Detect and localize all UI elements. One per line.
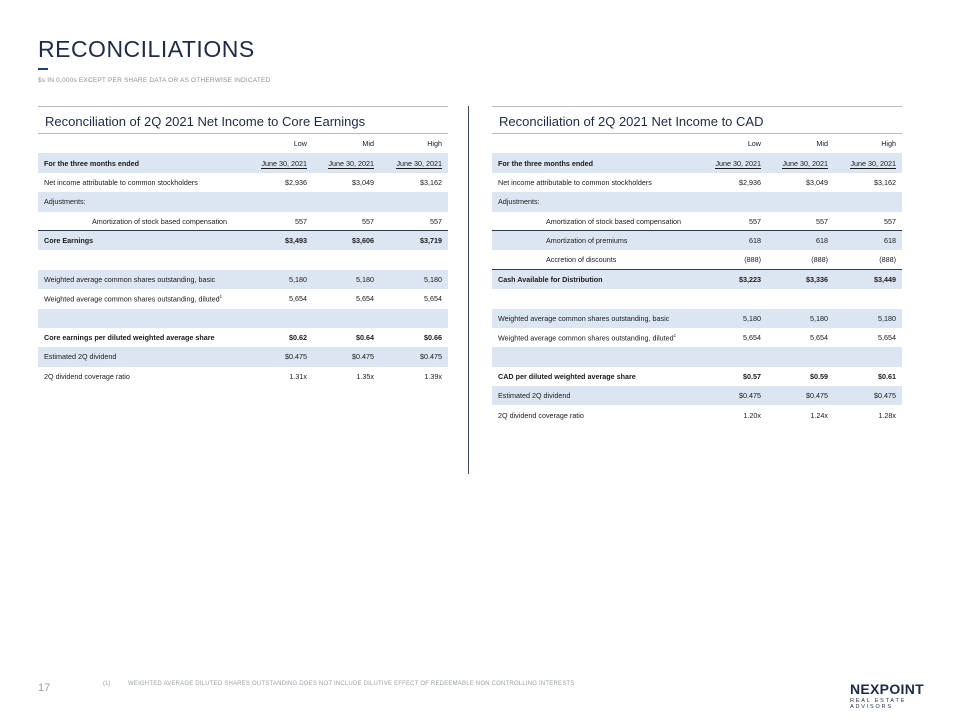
cell-value: 5,180 (246, 270, 313, 289)
logo-tagline: REAL ESTATE ADVISORS (850, 698, 907, 710)
cell-value: 1.24x (810, 410, 828, 420)
table-row (38, 328, 448, 347)
cell-value: (888) (767, 250, 834, 269)
cell-value: $3,606 (313, 231, 380, 250)
cell-value: 557 (246, 212, 313, 231)
cell-value: 1.20x (743, 410, 761, 420)
cell-value: June 30, 2021 (850, 158, 896, 168)
row-label: Net income attributable to common stockholders (498, 177, 652, 187)
table-row (492, 231, 902, 250)
core-earnings-title: Reconciliation of 2Q 2021 Net Income to Core Earnings (38, 106, 448, 134)
table-header-row (38, 134, 448, 153)
table-row (492, 386, 902, 405)
cell-value: 5,180 (767, 309, 834, 328)
cell-value: 5,654 (356, 294, 374, 304)
cell-value: $0.475 (834, 386, 902, 405)
row-label: For the three months ended (492, 153, 700, 172)
column-header-low: Low (747, 139, 761, 149)
footnote-text: WEIGHTED AVERAGE DILUTED SHARES OUTSTANDING DOES NOT INCLUDE DILUTIVE EFFECT OF REDEEMABLE NON CONTROLLING INTERESTS (128, 681, 575, 687)
cell-value: $2,936 (739, 177, 761, 187)
cell-value: $3,449 (834, 270, 902, 289)
cell-value: 5,654 (289, 294, 307, 304)
table-row (492, 309, 902, 328)
cell-value: $0.475 (767, 386, 834, 405)
core-earnings-table (38, 134, 448, 386)
cell-value: $3,719 (380, 231, 448, 250)
row-label: Accretion of discounts (492, 250, 700, 269)
table-row (492, 173, 902, 192)
cell-value: 5,654 (810, 333, 828, 343)
row-label: Net income attributable to common stockholders (44, 177, 198, 187)
cad-panel (492, 106, 902, 425)
column-header-high: High (427, 139, 442, 149)
row-label: Amortization of stock based compensation (492, 212, 700, 231)
cell-value: 1.39x (424, 371, 442, 381)
row-label: Estimated 2Q dividend (38, 347, 246, 366)
table-row (38, 212, 448, 231)
row-label: Weighted average common shares outstanding, diluted (498, 333, 674, 343)
page-number: 17 (38, 682, 51, 694)
table-row (38, 289, 448, 308)
table-row (492, 212, 902, 231)
row-label: 2Q dividend coverage ratio (498, 410, 584, 420)
row-label: Amortization of stock based compensation (38, 212, 246, 231)
cell-value: June 30, 2021 (782, 158, 828, 168)
row-label: Cash Available for Distribution (492, 270, 700, 289)
cell-value: 1.31x (289, 371, 307, 381)
cell-value: $3,223 (700, 270, 767, 289)
cad-title: Reconciliation of 2Q 2021 Net Income to CAD (492, 106, 902, 134)
column-header-high: High (881, 139, 896, 149)
row-label: CAD per diluted weighted average share (498, 371, 636, 381)
row-label: Weighted average common shares outstanding, basic (492, 309, 700, 328)
cell-value: $0.475 (380, 347, 448, 366)
cell-value: 5,654 (878, 333, 896, 343)
table-row (38, 173, 448, 192)
cell-value: $0.64 (356, 333, 374, 343)
vertical-divider (468, 106, 469, 474)
cell-value: 5,654 (743, 333, 761, 343)
row-label: Core Earnings (38, 231, 246, 250)
cell-value: 5,654 (424, 294, 442, 304)
title-accent-line (38, 68, 48, 70)
cell-value: 618 (700, 231, 767, 250)
table-header-row (492, 134, 902, 153)
table-row-spacer (38, 309, 448, 328)
cell-value: 5,180 (700, 309, 767, 328)
cell-value: June 30, 2021 (715, 158, 761, 168)
row-label: Adjustments: (492, 192, 700, 211)
cell-value: 1.28x (878, 410, 896, 420)
cell-value: $0.475 (313, 347, 380, 366)
page-title: RECONCILIATIONS (38, 36, 255, 62)
cell-value: $0.475 (246, 347, 313, 366)
column-header-mid: Mid (362, 139, 374, 149)
cell-value: 5,180 (380, 270, 448, 289)
cell-value: $0.59 (810, 371, 828, 381)
cell-value: $3,162 (420, 177, 442, 187)
footnote-marker: 1 (219, 294, 223, 300)
table-row (492, 328, 902, 347)
cell-value: 557 (700, 212, 767, 231)
cell-value: $2,936 (285, 177, 307, 187)
table-row (38, 192, 448, 211)
cell-value: June 30, 2021 (328, 158, 374, 168)
row-label: Core earnings per diluted weighted average share (44, 333, 215, 343)
cell-value: $3,049 (352, 177, 374, 187)
cell-value: 557 (767, 212, 834, 231)
cell-value: $0.61 (878, 371, 896, 381)
row-label: Weighted average common shares outstanding, basic (38, 270, 246, 289)
table-row (492, 405, 902, 424)
table-row (492, 153, 902, 172)
table-row-spacer (492, 347, 902, 366)
cell-value: $3,493 (246, 231, 313, 250)
cad-table (492, 134, 902, 425)
table-row-spacer (38, 250, 448, 269)
cell-value: June 30, 2021 (396, 158, 442, 168)
cell-value: $3,049 (806, 177, 828, 187)
cell-value: 5,180 (313, 270, 380, 289)
table-row-spacer (492, 289, 902, 308)
page-subtitle: $s IN 0,000s EXCEPT PER SHARE DATA OR AS OTHERWISE INDICATED (38, 77, 271, 84)
table-row (38, 367, 448, 386)
cell-value: $3,336 (767, 270, 834, 289)
cell-value: 557 (380, 212, 448, 231)
cell-value: June 30, 2021 (261, 158, 307, 168)
column-header-mid: Mid (816, 139, 828, 149)
table-row (38, 153, 448, 172)
column-header-low: Low (293, 139, 307, 149)
row-label: Estimated 2Q dividend (492, 386, 700, 405)
row-label: For the three months ended (38, 153, 246, 172)
cell-value: 618 (834, 231, 902, 250)
footnote-number: (1) (103, 681, 111, 687)
row-label: 2Q dividend coverage ratio (44, 371, 130, 381)
row-label: Amortization of premiums (492, 231, 700, 250)
cell-value: (888) (700, 250, 767, 269)
cell-value: $0.57 (743, 371, 761, 381)
cell-value: $0.62 (289, 333, 307, 343)
row-label: Weighted average common shares outstanding, diluted (44, 294, 220, 304)
cell-value: 618 (767, 231, 834, 250)
cell-value: 5,180 (834, 309, 902, 328)
footnote-marker: 1 (673, 332, 677, 338)
table-row (38, 347, 448, 366)
cell-value: $0.475 (700, 386, 767, 405)
cell-value: 557 (313, 212, 380, 231)
row-label: Adjustments: (38, 192, 246, 211)
cell-value: 1.35x (356, 371, 374, 381)
table-row (492, 367, 902, 386)
cell-value: 557 (834, 212, 902, 231)
logo-wordmark: NEXPOINT (850, 681, 924, 697)
table-row (492, 250, 902, 269)
core-earnings-panel (38, 106, 448, 386)
table-row (492, 270, 902, 289)
table-row (492, 192, 902, 211)
company-logo (850, 681, 946, 710)
cell-value: $0.66 (424, 333, 442, 343)
table-row (38, 231, 448, 250)
cell-value: (888) (834, 250, 902, 269)
table-row (38, 270, 448, 289)
cell-value: $3,162 (874, 177, 896, 187)
